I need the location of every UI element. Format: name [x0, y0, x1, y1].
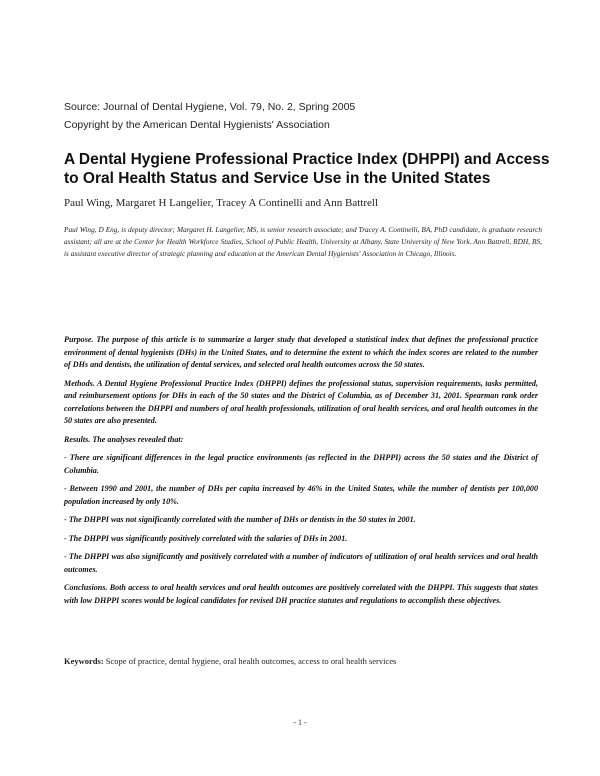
abstract-conclusions: Conclusions. Both access to oral health services and oral health outcomes are positively correlated with the DHPPI. This suggests that states with low DHPPI scores would be logical candidates for revised DH practice statutes and regulations to accomplish these objectives. [64, 583, 538, 605]
article-title: A Dental Hygiene Professional Practice Index (DHPPI) and Access to Oral Health Status and Service Use in the United States [64, 151, 550, 187]
copyright-notice: Copyright by the American Dental Hygienists' Association [64, 119, 330, 131]
abstract [64, 334, 538, 613]
keywords-text: Scope of practice, dental hygiene, oral health outcomes, access to oral health services [105, 656, 397, 666]
abstract-result-item: - Between 1990 and 2001, the number of DHs per capita increased by 46% in the United States, while the number of dentists per 100,000 population increased by only 10%. [64, 484, 538, 506]
abstract-result-item: - The DHPPI was significantly positively correlated with the salaries of DHs in 2001. [64, 533, 348, 543]
author-affiliations: Paul Wing, D Eng, is deputy director; Margaret H. Langelier, MS, is senior research associate; and Tracey A. Continelli, BA, PhD candidate, is graduate research assistant; all are at the Center for Health Workforce Studies, School of Public Health, University at Albany, State University of New York. Ann Battrell, RDH, BS, is assistant executive director of strategic planning and education at the American Dental Hygienists' Association in Chicago, Illinois. [64, 225, 542, 259]
abstract-result-item: - There are significant differences in the legal practice environments (as reflected in the DHPPI) across the 50 states and the District of Columbia. [64, 453, 538, 475]
page-number: - 1 - [293, 718, 307, 727]
source-block [64, 98, 544, 134]
abstract-methods: Methods. A Dental Hygiene Professional Practice Index (DHPPI) defines the professional status, supervision requirements, tasks permitted, and reimbursement options for DHs in each of the 50 states and the District of Columbia, as of December 31, 2001. Spearman rank order correlations between the DHPPI and numbers of oral health professionals, utilization of oral health services, and oral health outcomes in the 50 states are also presented. [64, 378, 538, 425]
abstract-purpose: Purpose. The purpose of this article is to summarize a larger study that developed a statistical index that defines the professional practice environment of dental hygienists (DHs) in the United States, and to determine the extent to which the index scores are related to the number of DHs and dentists, the utilization of dental services, and selected oral health outcomes across the 50 states. [64, 335, 538, 369]
source-citation: Source: Journal of Dental Hygiene, Vol. 79, No. 2, Spring 2005 [64, 101, 356, 113]
abstract-results-intro: Results. The analyses revealed that: [64, 434, 184, 444]
keywords-line [64, 656, 544, 666]
author-list: Paul Wing, Margaret H Langelier, Tracey A Continelli and Ann Battrell [64, 197, 378, 209]
abstract-result-item: - The DHPPI was also significantly and positively correlated with a number of indicators of utilization of oral health services and oral health outcomes. [64, 552, 538, 574]
keywords-label: Keywords: [64, 656, 104, 666]
abstract-result-item: - The DHPPI was not significantly correlated with the number of DHs or dentists in the 50 states in 2001. [64, 515, 416, 524]
